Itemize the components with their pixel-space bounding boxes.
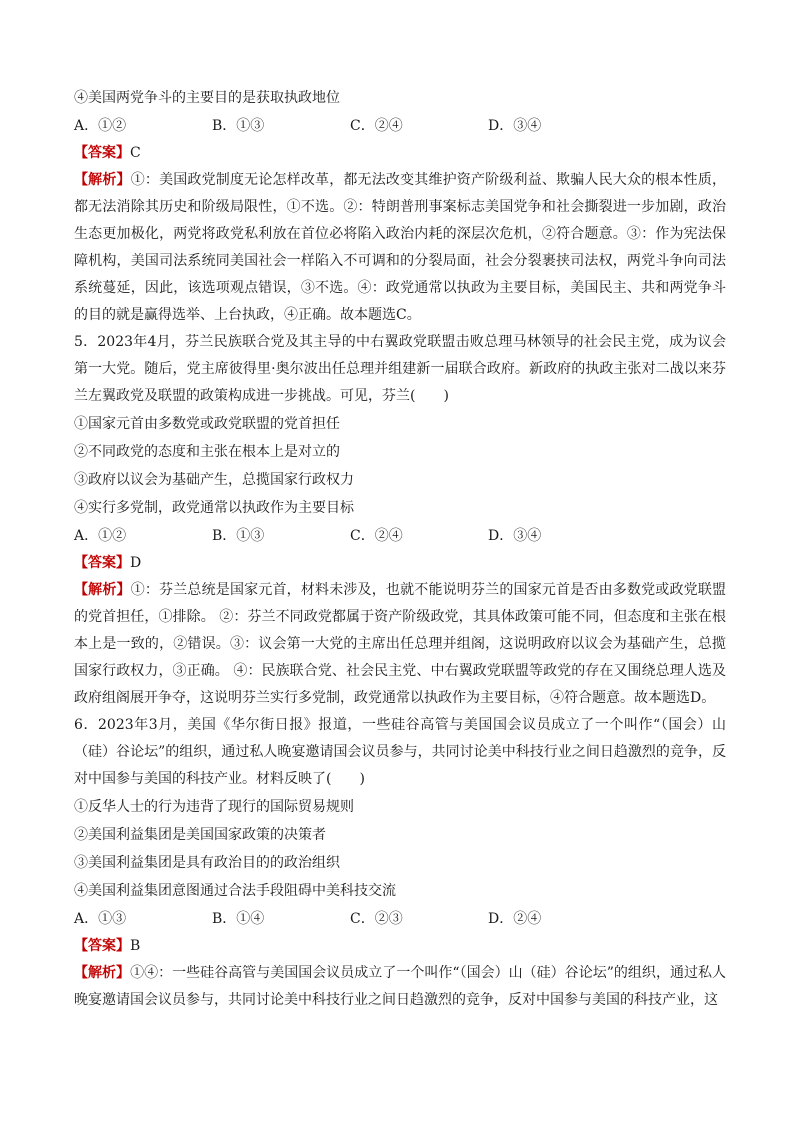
q4-answer (74, 140, 726, 167)
answer-value: C (130, 144, 141, 161)
answer-label: 【答案】 (74, 937, 130, 954)
q6-option-c: C．②③ (350, 910, 403, 927)
q5-stem: 5．2023年4月，芬兰民族联合党及其主导的中右翼政党联盟击败总理马林领导的社会民主党，成为议会第一大党。随后，党主席彼得里·奥尔波出任总理并组建新一届联合政府。新政府的执政主张对二战以来芬兰左翼政党及联盟的政策构成进一步挑战。可见，芬兰( ) (74, 333, 726, 404)
q4-options (74, 112, 726, 140)
q5-option-b: B．①③ (212, 527, 265, 544)
q5-option-a: A．①② (74, 527, 127, 544)
analysis-text: ①④：一些硅谷高管与美国国会议员成立了一个叫作“（国会）山（硅）谷论坛”的组织，通过私人晚宴邀请国会议员参与，共同讨论美中科技行业之间日趋激烈的竞争，反对中国参与美国的科技产业，这 (74, 964, 727, 1008)
q4-option-d: D．③④ (488, 117, 542, 134)
q5-answer (74, 550, 726, 577)
q6-statement-3: ③美国利益集团是具有政治目的的政治组织 (74, 854, 340, 871)
q6-option-d: D．②④ (488, 910, 542, 927)
q6-stem: 6．2023年3月，美国《华尔街日报》报道，一些硅谷高管与美国国会议员成立了一个叫作“（国会）山（硅）谷论坛”的组织，通过私人晚宴邀请国会议员参与，共同讨论美中科技行业之间日趋激烈的竞争，反对中国参与美国的科技产业。材料反映了( ) (74, 716, 726, 787)
q4-option-b: B．①③ (212, 117, 265, 134)
q4-option-a: A．①② (74, 117, 127, 134)
answer-label: 【答案】 (74, 554, 130, 571)
q5-options (74, 522, 726, 550)
q5-analysis (74, 577, 726, 712)
answer-label: 【答案】 (74, 144, 130, 161)
q5-statement-1: ①国家元首由多数党或政党联盟的党首担任 (74, 415, 340, 432)
q4-statement-4: ④美国两党争斗的主要目的是获取执政地位 (74, 90, 340, 106)
q5-statement-3: ③政府以议会为基础产生，总揽国家行政权力 (74, 471, 354, 488)
q5-statement-4: ④实行多党制，政党通常以执政作为主要目标 (74, 499, 354, 516)
q6-options (74, 905, 726, 933)
q6-statement-2: ②美国利益集团是美国国家政策的决策者 (74, 826, 326, 843)
q5-option-d: D．③④ (488, 527, 542, 544)
answer-value: D (130, 554, 142, 571)
analysis-label: 【解析】 (74, 964, 131, 981)
analysis-text: ①：芬兰总统是国家元首，材料未涉及，也就不能说明芬兰的国家元首是否由多数党或政党联盟的党首担任，①排除。 ②：芬兰不同政党都属于资产阶级政党，其具体政策可能不同，但态度和主张在根本上是一致的，②错误。③：议会第一大党的主席出任总理并组阁，这说明政府以议会为基础产生，总揽国家行政权力，③正确。 ④：民族联合党、社会民主党、中右翼政党联盟等政党的存在又围绕总理人选及政府组阁展开争夺，这说明芬兰实行多党制，政党通常以执政作为主要目标，④符合题意。故本题选D。 (74, 581, 727, 706)
analysis-label: 【解析】 (74, 581, 131, 598)
q6-statement-4: ④美国利益集团意图通过合法手段阻碍中美科技交流 (74, 882, 396, 899)
q6-option-a: A．①③ (74, 910, 127, 927)
q6-option-b: B．①④ (212, 910, 265, 927)
analysis-text: ①：美国政党制度无论怎样改革，都无法改变其维护资产阶级利益、欺骗人民大众的根本性质，都无法消除其历史和阶级局限性，①不选。②：特朗普刑事案标志美国党争和社会撕裂进一步加剧，政治生态更加极化，两党将政党私利放在首位必将陷入政治内耗的深层次危机，②符合题意。③：作为宪法保障机构，美国司法系统同美国社会一样陷入不可调和的分裂局面，社会分裂裹挟司法权，两党斗争向司法系统蔓延，因此，该选项观点错误，③不选。④：政党通常以执政为主要目标，美国民主、共和两党争斗的目的就是赢得选举、上台执政，④正确。故本题选C。 (74, 171, 727, 323)
q5-option-c: C．②④ (350, 527, 403, 544)
q4-analysis (74, 167, 726, 329)
q6-answer (74, 933, 726, 960)
document-body (74, 86, 726, 1014)
analysis-label: 【解析】 (74, 171, 131, 188)
q6-analysis (74, 960, 726, 1014)
q5-statement-2: ②不同政党的态度和主张在根本上是对立的 (74, 443, 340, 460)
q4-option-c: C．②④ (350, 117, 403, 134)
answer-value: B (130, 937, 141, 954)
q6-statement-1: ①反华人士的行为违背了现行的国际贸易规则 (74, 798, 354, 815)
